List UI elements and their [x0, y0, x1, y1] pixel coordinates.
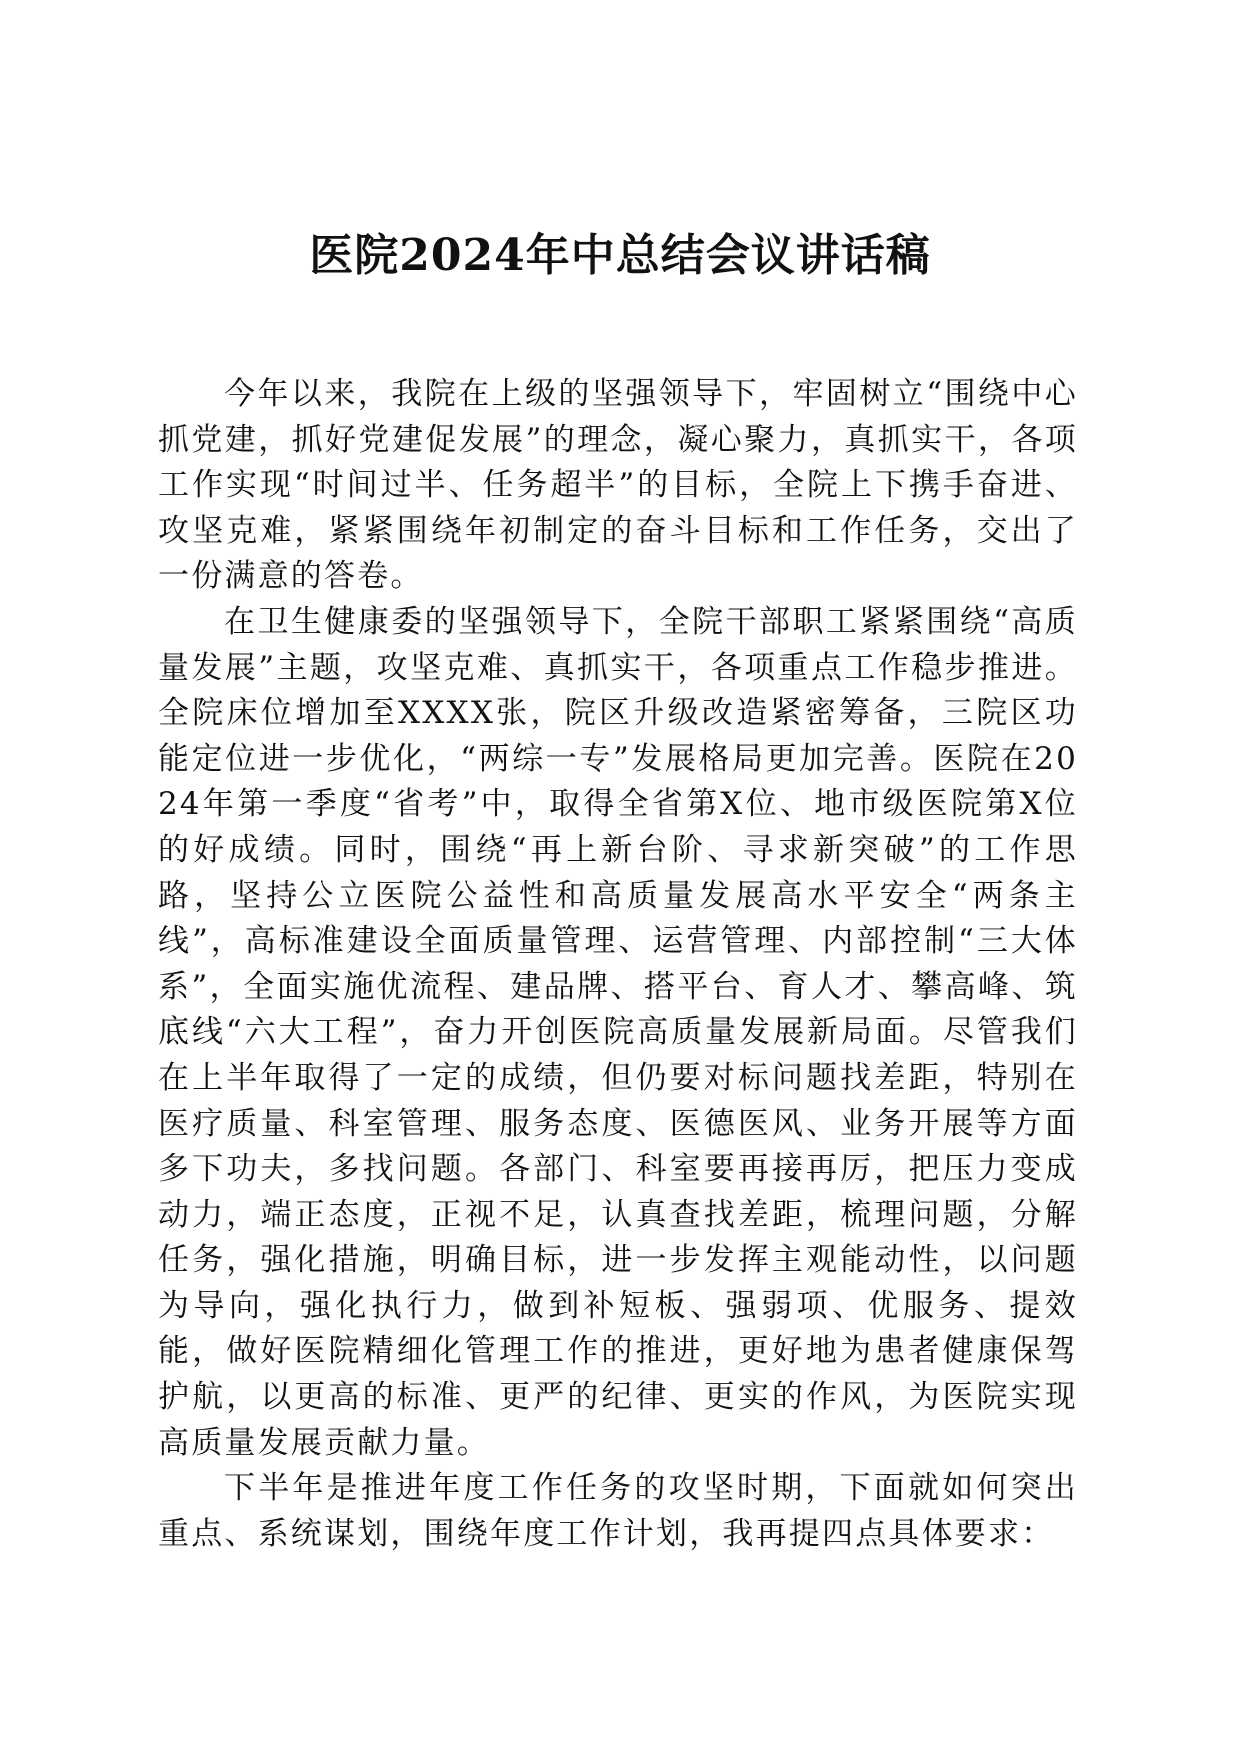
paragraph-achievements: 在卫生健康委的坚强领导下，全院干部职工紧紧围绕“高质量发展”主题，攻坚克难、真抓实干，各项重点工作稳步推进。全院床位增加至XXXX张，院区升级改造紧密筹备，三院区功能定位进一步优化，“两综一专”发展格局更加完善。医院在2024年第一季度“省考”中，取得全省第X位、地市级医院第X位的好成绩。同时，围绕“再上新台阶、寻求新突破”的工作思路，坚持公立医院公益性和高质量发展高水平安全“两条主线”，高标准建设全面质量管理、运营管理、内部控制“三大体系”，全面实施优流程、建品牌、搭平台、育人才、攀高峰、筑底线“六大工程”，奋力开创医院高质量发展新局面。尽管我们在上半年取得了一定的成绩，但仍要对标问题找差距，特别在医疗质量、科室管理、服务态度、医德医风、业务开展等方面多下功夫，多找问题。各部门、科室要再接再厉，把压力变成动力，端正态度，正视不足，认真查找差距，梳理问题，分解任务，强化措施，明确目标，进一步发挥主观能动性，以问题为导向，强化执行力，做到补短板、强弱项、优服务、提效能，做好医院精细化管理工作的推进，更好地为患者健康保驾护航，以更高的标准、更严的纪律、更实的作风，为医院实现高质量发展贡献力量。 — [158, 603, 1078, 1461]
paragraph-requirements: 下半年是推进年度工作任务的攻坚时期，下面就如何突出重点、系统谋划，围绕年度工作计划，我再提四点具体要求： — [158, 1470, 1078, 1552]
paragraph-intro: 今年以来，我院在上级的坚强领导下，牢固树立“围绕中心抓党建，抓好党建促发展”的理念，凝心聚力，真抓实干，各项工作实现“时间过半、任务超半”的目标，全院上下携手奋进、攻坚克难，紧紧围绕年初制定的奋斗目标和工作任务，交出了一份满意的答卷。 — [158, 376, 1078, 595]
document-body — [158, 372, 1078, 1557]
document-title: 医院2024年中总结会议讲话稿 — [309, 230, 931, 281]
